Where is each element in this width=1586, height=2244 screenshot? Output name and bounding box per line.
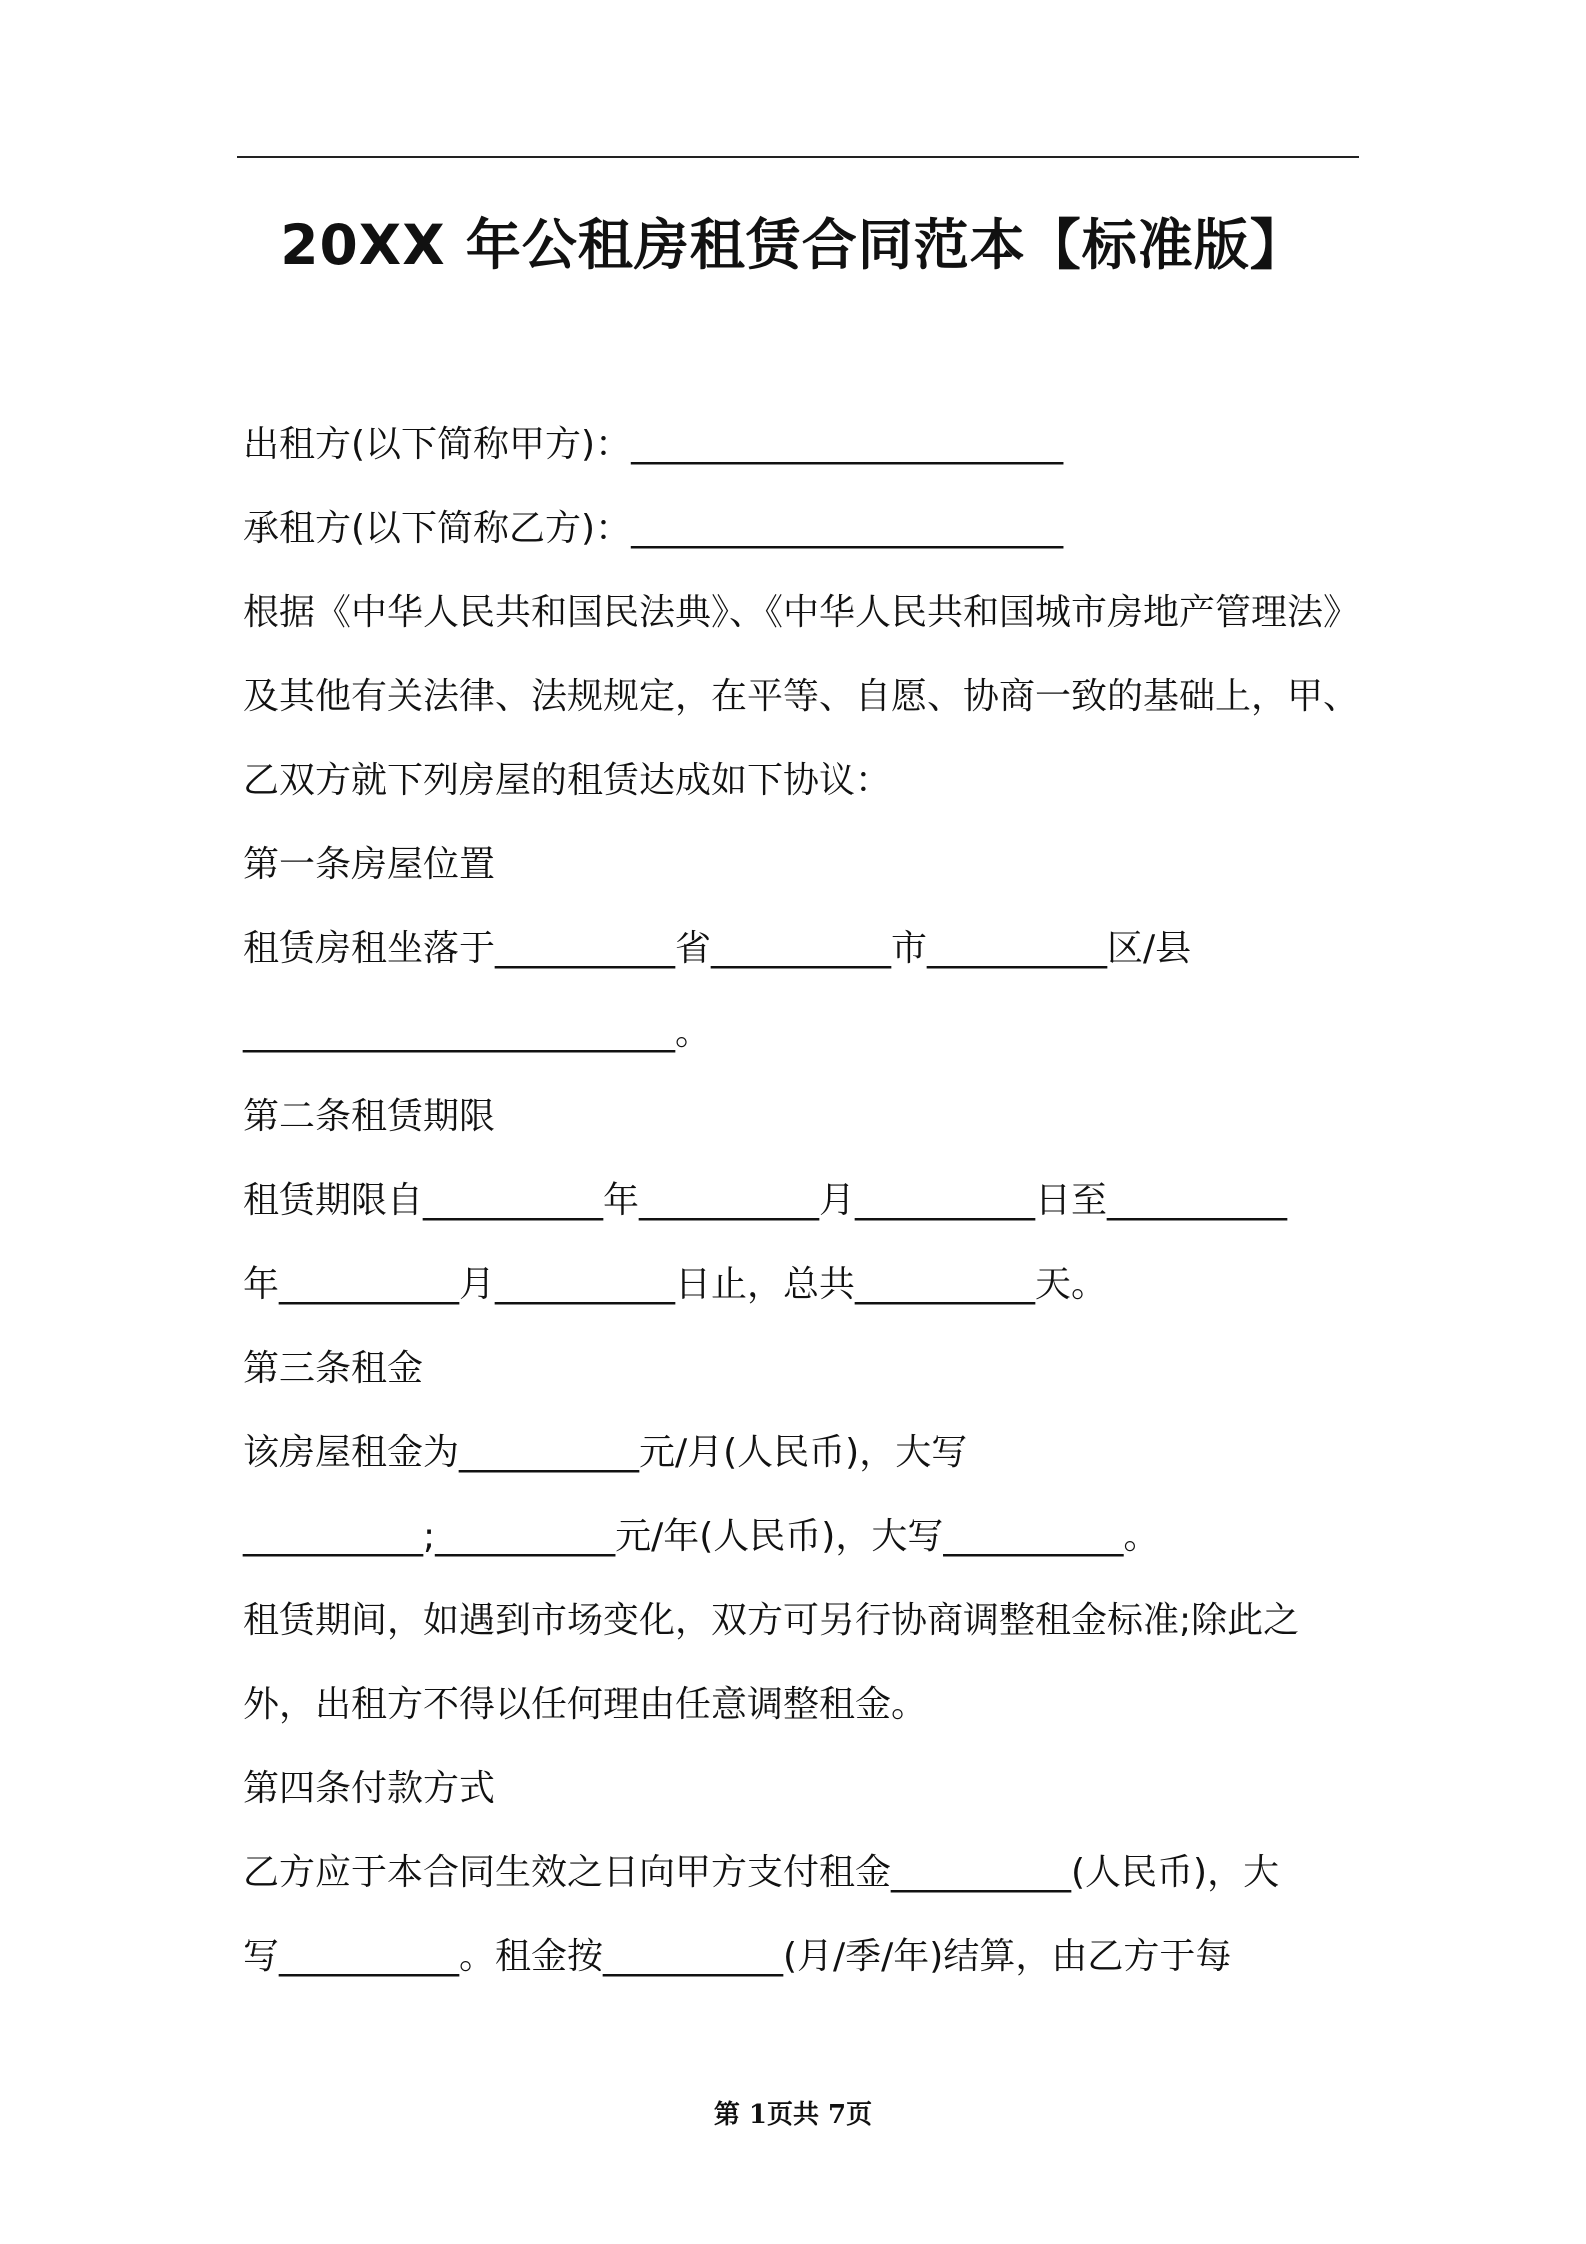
legal-basis-line-2: 及其他有关法律、法规规定，在平等、自愿、协商一致的基础上，甲、: [243, 676, 1360, 717]
payment-line-2: 写__________。租金按__________(月/季/年)结算，由乙方于每: [243, 1936, 1232, 1977]
article-3-heading: 第三条租金: [243, 1348, 424, 1389]
rent-line-2: __________;__________元/年(人民币)，大写__________。: [243, 1516, 1160, 1557]
payment-line-1: 乙方应于本合同生效之日向甲方支付租金__________(人民币)，大: [243, 1852, 1280, 1893]
lessor-line: 出租方(以下简称甲方)：________________________: [243, 424, 1064, 465]
legal-basis-line-3: 乙双方就下列房屋的租赁达成如下协议：: [243, 760, 892, 801]
header-rule: [237, 156, 1359, 158]
legal-basis-line-1: 根据《中华人民共和国民法典》、《中华人民共和国城市房地产管理法》: [243, 592, 1360, 633]
article-1-heading: 第一条房屋位置: [243, 844, 496, 885]
document-body: [243, 403, 1363, 1999]
location-line-2: ________________________。: [243, 1012, 711, 1053]
page-number: 第 1页共 7页: [713, 2100, 873, 2130]
rent-adjust-line-2: 外，出租方不得以任何理由任意调整租金。: [243, 1684, 928, 1725]
location-line-1: 租赁房租坐落于__________省__________市__________区/县: [243, 928, 1192, 969]
term-line-2: 年__________月__________日止，总共__________天。: [243, 1264, 1108, 1305]
article-4-heading: 第四条付款方式: [243, 1768, 496, 1809]
rent-line-1: 该房屋租金为__________元/月(人民币)，大写: [243, 1432, 968, 1473]
document-title: 20XX 年公租房租赁合同范本【标准版】: [280, 213, 1306, 277]
term-line-1: 租赁期限自__________年__________月__________日至__________: [243, 1180, 1288, 1221]
lessee-line: 承租方(以下简称乙方)：________________________: [243, 508, 1064, 549]
article-2-heading: 第二条租赁期限: [243, 1096, 496, 1137]
rent-adjust-line-1: 租赁期间，如遇到市场变化，双方可另行协商调整租金标准;除此之: [243, 1600, 1300, 1641]
